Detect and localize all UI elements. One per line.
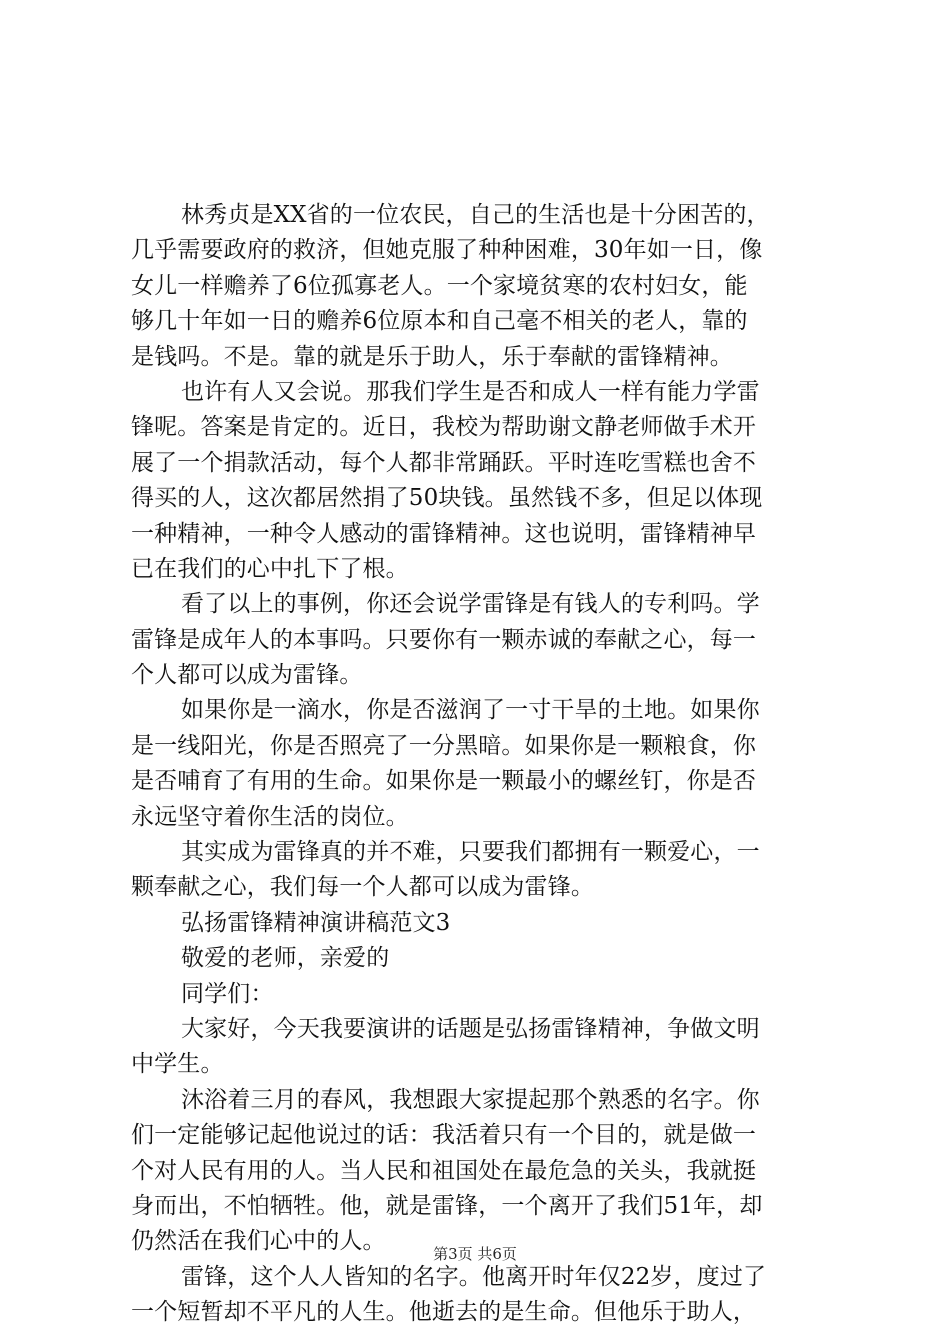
page-footer: 第3页 共6页 <box>433 1245 517 1263</box>
text-line: 几乎需要政府的救济，但她克服了种种困难，30年如一日，像 <box>131 237 763 264</box>
text-line: 够几十年如一日的赡养6位原本和自己毫不相关的老人，靠的 <box>131 308 748 335</box>
text-line: 大家好，今天我要演讲的话题是弘扬雷锋精神，争做文明 <box>181 1015 760 1042</box>
text-line: 仍然活在我们心中的人。 <box>131 1228 386 1255</box>
text-line: 一种精神，一种令人感动的雷锋精神。这也说明，雷锋精神早 <box>131 520 757 547</box>
text-line: 一个短暂却不平凡的人生。他逝去的是生命。但他乐于助人， <box>131 1299 757 1326</box>
text-line: 雷锋是成年人的本事吗。只要你有一颗赤诚的奉献之心，每一 <box>131 626 757 653</box>
text-line: 是否哺育了有用的生命。如果你是一颗最小的螺丝钉，你是否 <box>131 768 757 795</box>
text-line: 得买的人，这次都居然捐了50块钱。虽然钱不多，但足以体现 <box>131 485 763 512</box>
text-line: 们一定能够记起他说过的话：我活着只有一个目的，就是做一 <box>131 1122 757 1149</box>
text-line: 个对人民有用的人。当人民和祖国处在最危急的关头，我就挺 <box>131 1157 757 1184</box>
text-line: 看了以上的事例，你还会说学雷锋是有钱人的专利吗。学 <box>181 591 760 618</box>
text-line: 如果你是一滴水，你是否滋润了一寸干旱的土地。如果你 <box>181 697 760 724</box>
text-line: 林秀贞是XX省的一位农民，自己的生活也是十分困苦的， <box>181 202 770 228</box>
text-line: 女儿一样赡养了6位孤寡老人。一个家境贫寒的农村妇女，能 <box>131 272 748 299</box>
text-line: 展了一个捐款活动，每个人都非常踊跃。平时连吃雪糕也舍不 <box>131 449 757 476</box>
text-line: 是一线阳光，你是否照亮了一分黑暗。如果你是一颗粮食，你 <box>131 732 757 759</box>
text-line: 沐浴着三月的春风，我想跟大家提起那个熟悉的名字。你 <box>181 1086 760 1113</box>
text-line: 弘扬雷锋精神演讲稿范文3 <box>181 909 451 936</box>
text-line: 永远坚守着你生活的岗位。 <box>131 803 409 830</box>
text-line: 锋呢。答案是肯定的。近日，我校为帮助谢文静老师做手术开 <box>131 414 757 441</box>
text-line: 已在我们的心中扎下了根。 <box>131 555 409 582</box>
text-line: 中学生。 <box>131 1051 224 1078</box>
text-line: 同学们： <box>181 980 274 1007</box>
text-line: 敬爱的老师，亲爱的 <box>181 945 390 972</box>
text-line: 雷锋，这个人人皆知的名字。他离开时年仅22岁，度过了 <box>181 1263 767 1290</box>
text-line: 是钱吗。不是。靠的就是乐于助人，乐于奉献的雷锋精神。 <box>131 343 733 370</box>
text-line: 也许有人又会说。那我们学生是否和成人一样有能力学雷 <box>181 378 760 405</box>
text-line: 个人都可以成为雷锋。 <box>131 662 363 689</box>
text-line: 颗奉献之心，我们每一个人都可以成为雷锋。 <box>131 874 594 901</box>
text-line: 其实成为雷锋真的并不难，只要我们都拥有一颗爱心，一 <box>181 839 760 866</box>
text-line: 身而出，不怕牺牲。他，就是雷锋，一个离开了我们51年，却 <box>131 1192 763 1219</box>
document-body <box>131 198 831 1331</box>
